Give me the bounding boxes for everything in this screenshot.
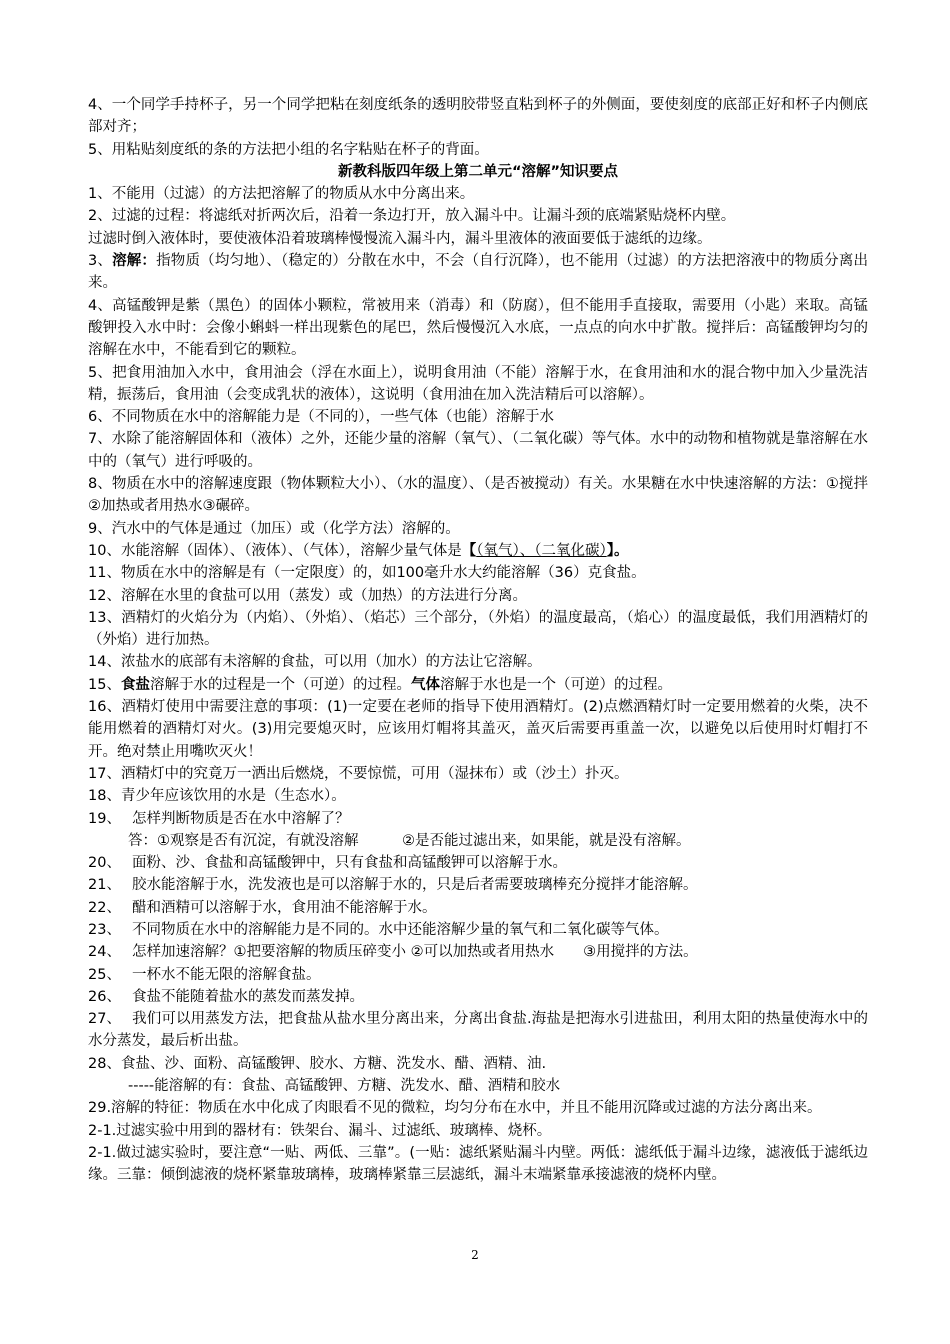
point-22-number: 22、 [88, 899, 121, 916]
point-15-text-2: 溶解于水也是一个（可逆）的过程。 [439, 676, 672, 693]
point-9: 9、汽水中的气体是通过（加压）或（化学方法）溶解的。 [88, 520, 460, 537]
point-28: 28、食盐、沙、面粉、高锰酸钾、胶水、方糖、洗发水、醋、酒精、油. [88, 1055, 547, 1072]
point-21-text: 胶水能溶解于水，洗发液也是可以溶解于水的，只是后者需要玻璃棒充分搅拌才能溶解。 [132, 877, 698, 894]
point-3 [88, 250, 868, 295]
point-14: 14、浓盐水的底部有未溶解的食盐，可以用（加水）的方法让它溶解。 [88, 654, 542, 671]
point-16: 16、酒精灯使用中需要注意的事项：(1)一定要在老师的指导下使用酒精灯。(2)点燃酒精灯时一定要用燃着的火柴，决不能用燃着的酒精灯对火。(3)用完要熄灭时，应该用灯帽将其盖灭，盖灭后需要再重盖一次，以避免以后使用时灯帽打不开。绝对禁止用嘴吹灭火！ [88, 699, 868, 760]
point-26 [88, 986, 868, 1008]
point-3-text: 指物质（均匀地）、（稳定的）分散在水中，不会（自行沉降），也不能用（过滤）的方法把溶液中的物质分离出来。 [88, 253, 868, 292]
point-10 [88, 540, 868, 562]
point-19-text: 怎样判断物质是否在水中溶解了？ [132, 810, 350, 827]
document-body [88, 94, 868, 1187]
point-24 [88, 941, 868, 963]
line-5: 5、用粘贴刻度纸的条的方法把小组的名字粘贴在杯子的背面。 [88, 141, 489, 158]
point-2-1-equipment: 2-1.过滤实验中用到的器材有：铁架台、漏斗、过滤纸、玻璃棒、烧杯。 [88, 1122, 552, 1139]
point-8: 8、物质在水中的溶解速度跟（物体颗粒大小）、（水的温度）、（是否被搅动）有关。水果糖在水中快速溶解的方法：①搅拌②加热或者用热水③碾碎。 [88, 476, 868, 515]
point-3-number: 3、 [88, 253, 113, 270]
point-26-number: 26、 [88, 988, 121, 1005]
point-7: 7、水除了能溶解固体和（液体）之外，还能少量的溶解（氧气）、（二氧化碳）等气体。水中的动物和植物就是靠溶解在水中的（氧气）进行呼吸的。 [88, 431, 868, 470]
point-13: 13、酒精灯的火焰分为（内焰）、（外焰）、（焰芯）三个部分，（外焰）的温度最高，（焰心）的温度最低，我们用酒精灯的（外焰）进行加热。 [88, 609, 868, 649]
point-15-term-2: 气体 [410, 676, 440, 693]
point-15-number: 15、 [88, 676, 121, 693]
point-19-number: 19、 [88, 810, 121, 827]
point-20-number: 20、 [88, 855, 121, 872]
point-1: 1、不能用（过滤）的方法把溶解了的物质从水中分离出来。 [88, 186, 475, 203]
point-4: 4、高锰酸钾是紫（黑色）的固体小颗粒，常被用来（消毒）和（防腐），但不能用手直接取，需要用（小匙）来取。高锰酸钾投入水中时：会像小蝌蚪一样出现紫色的尾巴，然后慢慢沉入水底，一点点的向水中扩散。搅拌后：高锰酸钾均匀的溶解在水中，不能看到它的颗粒。 [88, 297, 868, 359]
point-23 [88, 919, 868, 941]
point-2-1-rules: 2-1.做过滤实验时，要注意“一贴、两低、三靠”。(一贴：滤纸紧贴漏斗内壁。两低：滤纸低于漏斗边缘，滤液低于滤纸边缘。三靠：倾倒滤液的烧杯紧靠玻璃棒，玻璃棒紧靠三层滤纸，漏斗末端紧靠承接滤液的烧杯内壁。 [88, 1144, 868, 1184]
point-22-text: 醋和酒精可以溶解于水，食用油不能溶解于水。 [132, 899, 437, 916]
point-23-text: 不同物质在水中的溶解能力是不同的。水中还能溶解少量的氧气和二氧化碳等气体。 [132, 921, 669, 938]
point-6: 6、不同物质在水中的溶解能力是（不同的），一些气体（也能）溶解于水 [88, 409, 554, 426]
point-10-underlined: （氧气）、（二氧化碳） [476, 542, 607, 559]
point-25-text: 一杯水不能无限的溶解食盐。 [132, 966, 321, 983]
point-10-bracket-close: 】。 [606, 542, 629, 559]
point-22 [88, 897, 868, 919]
point-25-number: 25、 [88, 966, 121, 983]
point-23-number: 23、 [88, 921, 121, 938]
point-3-term: 溶解： [112, 253, 157, 270]
point-21 [88, 874, 868, 896]
point-10-text: 10、水能溶解（固体）、（液体）、（气体），溶解少量气体是 [88, 542, 462, 559]
section-title: 新教科版四年级上第二单元“溶解”知识要点 [337, 163, 619, 180]
point-15 [88, 674, 868, 696]
point-27-number: 27、 [88, 1011, 121, 1028]
point-15-term-1: 食盐 [120, 676, 150, 693]
line-4: 4、一个同学手持杯子，另一个同学把粘在刻度纸条的透明胶带竖直粘到杯子的外侧面，要使刻度的底部正好和杯子内侧底部对齐； [88, 97, 868, 136]
point-28-answer: -----能溶解的有：食盐、高锰酸钾、方糖、洗发水、醋、酒精和胶水 [128, 1078, 561, 1095]
point-25 [88, 964, 868, 986]
point-10-bracket-open: 【 [461, 542, 477, 559]
point-27 [88, 1008, 868, 1053]
point-19-answer: 答：①观察是否有沉淀，有就没溶解 ②是否能过滤出来，如果能，就是没有溶解。 [128, 832, 691, 849]
point-20 [88, 852, 868, 874]
point-2a: 2、过滤的过程：将滤纸对折两次后，沿着一条边打开，放入漏斗中。让漏斗颈的底端紧贴烧杯内壁。 [88, 208, 736, 225]
point-17: 17、酒精灯中的究竟万一洒出后燃烧，不要惊慌，可用（湿抹布）或（沙土）扑灭。 [88, 765, 629, 782]
point-21-number: 21、 [88, 877, 121, 894]
point-18: 18、青少年应该饮用的水是（生态水）。 [88, 788, 346, 805]
point-27-text: 我们可以用蒸发方法，把食盐从盐水里分离出来，分离出食盐.海盐是把海水引进盐田，利用太阳的热量使海水中的水分蒸发，最后析出盐。 [88, 1011, 868, 1050]
page-number: 2 [471, 1248, 479, 1262]
point-20-text: 面粉、沙、食盐和高锰酸钾中，只有食盐和高锰酸钾可以溶解于水。 [132, 855, 567, 872]
point-24-number: 24、 [88, 944, 121, 961]
point-2b: 过滤时倒入液体时，要使液体沿着玻璃棒慢慢流入漏斗内，漏斗里液体的液面要低于滤纸的边缘。 [88, 230, 712, 247]
point-29: 29.溶解的特征：物质在水中化成了肉眼看不见的微粒，均匀分布在水中，并且不能用沉降或过滤的方法分离出来。 [88, 1100, 822, 1117]
point-15-text-1: 溶解于水的过程是一个（可逆）的过程。 [149, 676, 411, 693]
point-24-text: 怎样加速溶解？①把要溶解的物质压碎变小 ②可以加热或者用热水 ③用搅拌的方法。 [132, 944, 698, 961]
point-5: 5、把食用油加入水中，食用油会（浮在水面上），说明食用油（不能）溶解于水，在食用油和水的混合物中加入少量洗洁精，振荡后，食用油（会变成乳状的液体），这说明（食用油在加入洗洁精后可以溶解）。 [88, 364, 868, 403]
point-19 [88, 808, 868, 830]
point-12: 12、溶解在水里的食盐可以用（蒸发）或（加热）的方法进行分离。 [88, 587, 527, 604]
point-11: 11、物质在水中的溶解是有（一定限度）的，如100毫升水大约能溶解（36）克食盐。 [88, 565, 646, 582]
point-26-text: 食盐不能随着盐水的蒸发而蒸发掉。 [132, 988, 364, 1005]
